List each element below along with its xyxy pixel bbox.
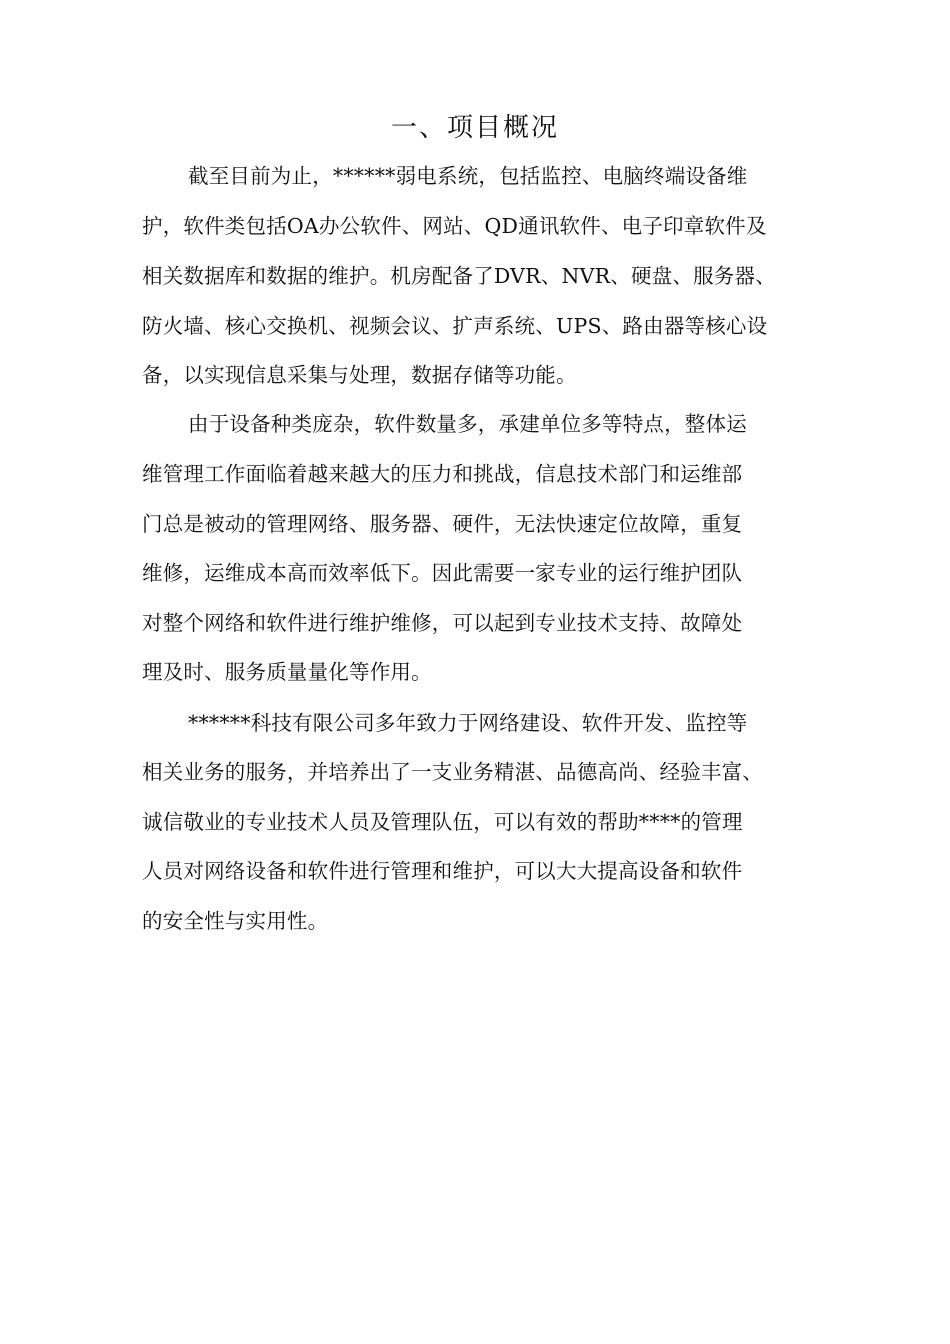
paragraph1-line: 护，软件类包括OA办公软件、网站、QD通讯软件、电子印章软件及 bbox=[142, 214, 767, 238]
paragraph2-line: 理及时、服务质量量化等作用。 bbox=[142, 660, 432, 684]
paragraph1-line: 防火墙、核心交换机、视频会议、扩声系统、UPS、路由器等核心设 bbox=[142, 314, 768, 338]
paragraph2-line: 对整个网络和软件进行维护维修，可以起到专业技术支持、故障处 bbox=[142, 611, 743, 635]
paragraph3-line: ******科技有限公司多年致力于网络建设、软件开发、监控等 bbox=[188, 711, 748, 735]
paragraph1-line: 截至目前为止，******弱电系统，包括监控、电脑终端设备维 bbox=[188, 164, 748, 188]
paragraph2-line: 维管理工作面临着越来越大的压力和挑战，信息技术部门和运维部 bbox=[142, 462, 743, 486]
paragraph1-line: 备，以实现信息采集与处理，数据存储等功能。 bbox=[142, 363, 577, 387]
paragraph2-line: 门总是被动的管理网络、服务器、硬件，无法快速定位故障，重复 bbox=[142, 512, 743, 536]
paragraph2-line: 维修，运维成本高而效率低下。因此需要一家专业的运行维护团队 bbox=[142, 561, 743, 585]
paragraph3-line: 的安全性与实用性。 bbox=[142, 909, 329, 933]
paragraph3-line: 相关业务的服务，并培养出了一支业务精湛、品德高尚、经验丰富、 bbox=[142, 760, 763, 784]
paragraph2-line: 由于设备种类庞杂，软件数量多，承建单位多等特点，整体运 bbox=[188, 412, 747, 436]
section-title: 一、项目概况 bbox=[390, 113, 559, 143]
paragraph1-line: 相关数据库和数据的维护。机房配备了DVR、NVR、硬盘、服务器、 bbox=[142, 264, 776, 288]
paragraph3-line: 诚信敬业的专业技术人员及管理队伍，可以有效的帮助****的管理 bbox=[142, 810, 743, 834]
paragraph3-line: 人员对网络设备和软件进行管理和维护，可以大大提高设备和软件 bbox=[142, 859, 743, 883]
